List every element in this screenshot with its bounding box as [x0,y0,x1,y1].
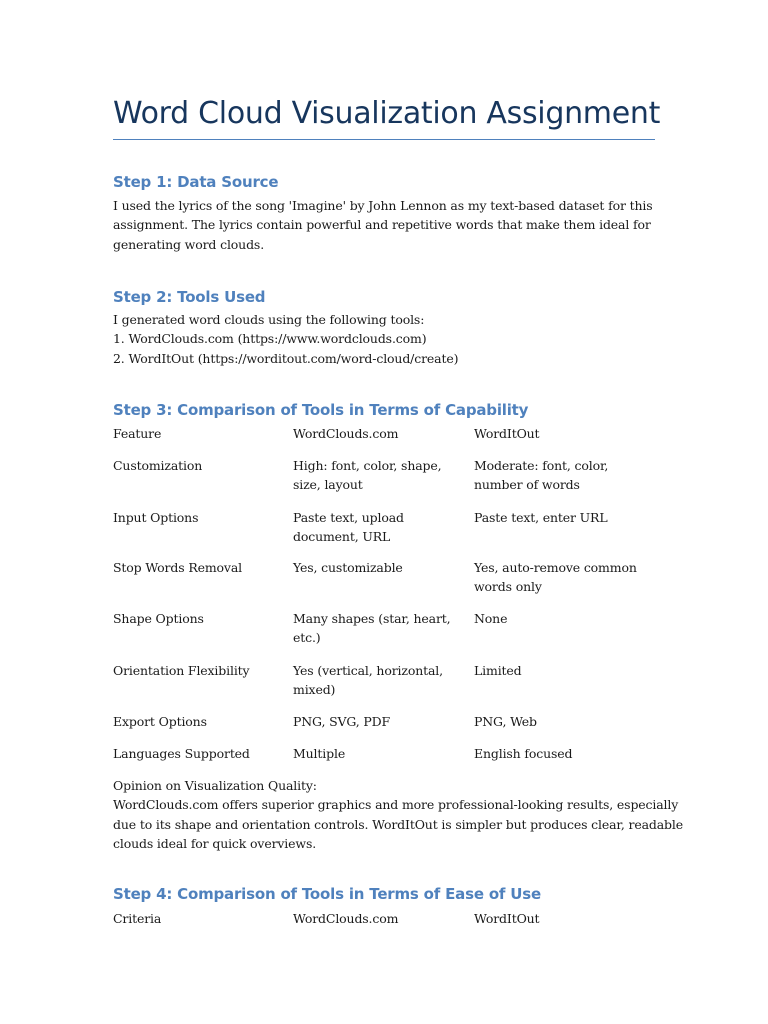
table-cell: Export Options [113,714,207,729]
step1-heading: Step 1: Data Source [113,173,279,191]
opinion-line: clouds ideal for quick overviews. [113,836,317,852]
step2-heading: Step 2: Tools Used [113,288,266,306]
table-cell: Input Options [113,510,199,525]
table-cell: Limited [474,663,522,678]
table-cell: Many shapes (star, heart, etc.) [293,611,451,646]
table-header-cell: Criteria [113,911,162,926]
table-cell: Moderate: font, color, number of words [474,458,609,493]
step1-line: I used the lyrics of the song 'Imagine' by John Lennon as my text-based dataset for this [113,198,653,213]
opinion-line: Opinion on Visualization Quality: [113,778,317,793]
table-header-cell: WordItOut [474,911,540,926]
table-header-cell: WordItOut [474,426,540,441]
table-cell: Yes, customizable [293,560,403,575]
table-cell: Paste text, enter URL [474,510,608,525]
table-cell: Yes, auto-remove common words only [474,560,637,595]
table-cell: Yes (vertical, horizontal, mixed) [293,663,443,698]
table-cell: Orientation Flexibility [113,663,250,678]
table-cell: Shape Options [113,611,204,626]
table-cell: High: font, color, shape, size, layout [293,458,442,493]
table-cell: PNG, SVG, PDF [293,714,391,729]
table-cell: Stop Words Removal [113,560,242,575]
step1-line: assignment. The lyrics contain powerful and repetitive words that make them ideal for [113,217,651,233]
title-underline [113,139,655,140]
table-cell: None [474,611,508,626]
step3-heading: Step 3: Comparison of Tools in Terms of Capability [113,401,529,419]
step2-line: 2. WordItOut (https://worditout.com/word-cloud/create) [113,350,459,366]
table-cell: English focused [474,746,573,761]
opinion-paragraph [113,776,683,854]
opinion-line: due to its shape and orientation controls. WordItOut is simpler but produces clear, readable [113,816,683,832]
step2-paragraph [113,310,655,368]
table-cell: Languages Supported [113,746,250,761]
table-cell: Customization [113,458,203,473]
opinion-line: WordClouds.com offers superior graphics and more professional-looking results, especially [113,797,679,813]
step1-paragraph [113,196,655,254]
table-cell: Paste text, upload document, URL [293,510,404,545]
step1-line: generating word clouds. [113,236,265,252]
table-cell: Multiple [293,746,346,761]
document-title: Word Cloud Visualization Assignment [113,96,661,131]
table-cell: PNG, Web [474,714,537,729]
table-header-cell: WordClouds.com [293,426,399,441]
step2-line: I generated word clouds using the following tools: [113,312,425,327]
step2-line: 1. WordClouds.com (https://www.wordclouds.com) [113,331,427,347]
table-header-cell: Feature [113,426,162,441]
step4-heading: Step 4: Comparison of Tools in Terms of Ease of Use [113,885,541,903]
table-header-cell: WordClouds.com [293,911,399,926]
